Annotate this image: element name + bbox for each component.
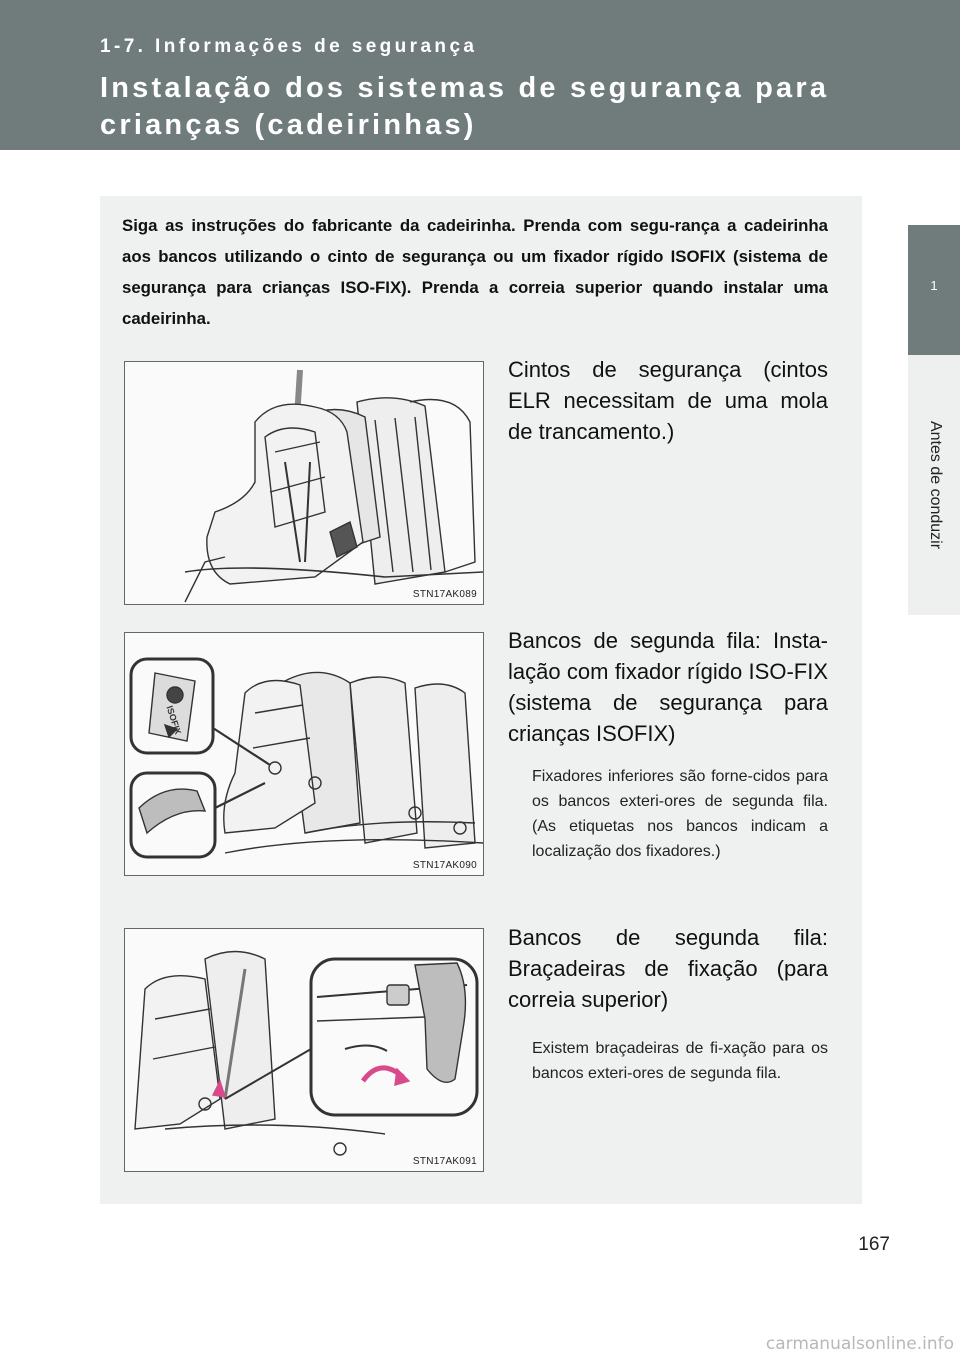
intro-text: Siga as instruções do fabricante da cadeirinha. Prenda com segu-rança a cadeirinha aos bancos utilizando o cinto de segurança ou um fixador rígido ISOFIX (sistema de segurança para crianças ISO-FIX). Prenda a correia superior quando instalar uma cadeirinha. — [122, 216, 828, 328]
page-number: 167 — [858, 1234, 890, 1255]
caption-isofix: Bancos de segunda fila: Insta-lação com fixador rígido ISO-FIX (sistema de segurança para crianças ISOFIX) — [508, 628, 828, 746]
figure-code: STN17AK089 — [412, 589, 477, 600]
chapter-number: 1 — [930, 278, 938, 293]
chapter-strip — [908, 355, 960, 615]
watermark: carmanualsonline.info — [765, 1334, 954, 1354]
content-box — [100, 196, 862, 1204]
chapter-title: Antes de conduzir — [927, 420, 944, 550]
isofix-label: ISOFIX — [164, 704, 184, 736]
caption-tether: Bancos de segunda fila: Braçadeiras de fixação (para correia superior) — [508, 925, 828, 1012]
figure-isofix-install — [124, 632, 484, 876]
caption-seatbelt: Cintos de segurança (cintos ELR necessitam de uma mola de trancamento.) — [508, 357, 828, 444]
seatbelt-child-seat-illustration — [125, 362, 483, 604]
figure-code: STN17AK090 — [412, 860, 477, 871]
chapter-tab[interactable] — [908, 225, 960, 355]
figure-tether-install — [124, 928, 484, 1172]
figure-code: STN17AK091 — [412, 1156, 477, 1167]
detail-isofix: Fixadores inferiores são forne-cidos para os bancos exteri-ores de segunda fila. (As etiquetas nos bancos indicam a localização dos fixadores.) — [532, 768, 828, 860]
page-header — [0, 0, 960, 150]
isofix-child-seat-illustration — [125, 633, 483, 875]
tether-bracket-illustration — [125, 929, 483, 1171]
section-label: 1-7. Informações de segurança — [100, 36, 478, 57]
figure-seatbelt-install — [124, 361, 484, 605]
page-title: Instalação dos sistemas de segurança para crianças (cadeirinhas) — [100, 72, 830, 141]
detail-tether: Existem braçadeiras de fi-xação para os bancos exteri-ores de segunda fila. — [532, 1040, 828, 1082]
